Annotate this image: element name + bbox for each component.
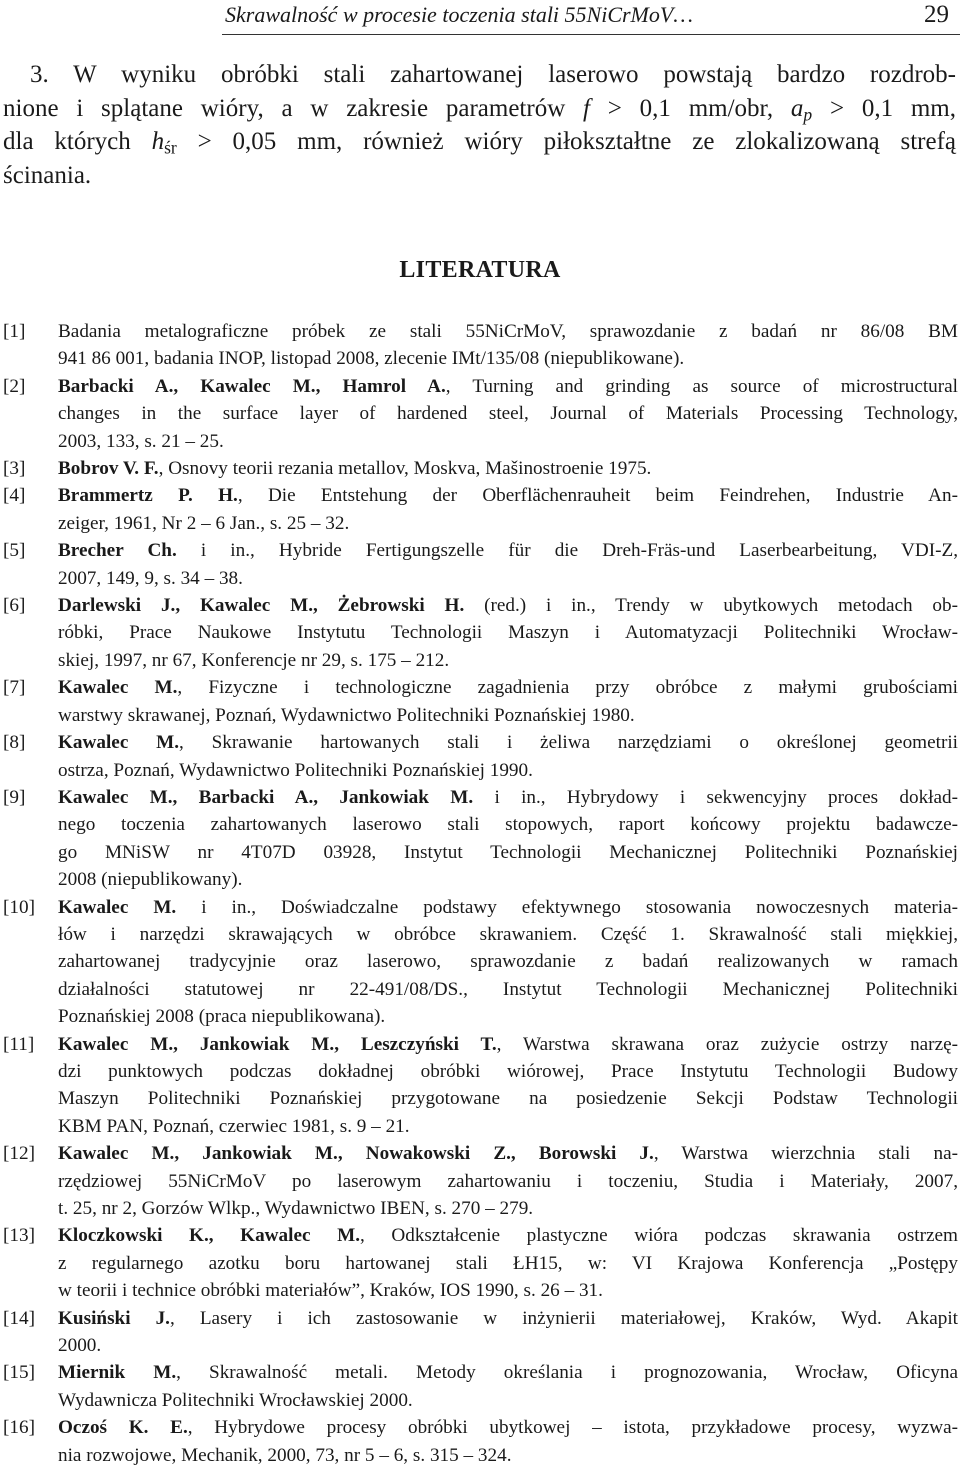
reference-line bbox=[58, 647, 958, 674]
page-number: 29 bbox=[924, 1, 949, 28]
reference-item bbox=[0, 592, 958, 674]
reference-number: [9] bbox=[3, 786, 26, 808]
reference-text: warstwy skrawanej, Poznań, Wydawnictwo Politechniki Poznańskiej 1980. bbox=[58, 704, 635, 726]
reference-line bbox=[58, 1085, 958, 1112]
reference-number: [10] bbox=[3, 896, 35, 918]
reference-text: , Skrawalność metali. Metody określania i prognozowania, Wrocław, Oficyna bbox=[176, 1362, 958, 1384]
reference-line bbox=[58, 894, 958, 921]
reference-text: , Odkształcenie plastyczne wióra podczas skrawania ostrzem bbox=[360, 1225, 958, 1247]
reference-number: [14] bbox=[3, 1307, 35, 1329]
reference-authors: Kawalec M., Jankowiak M., Nowakowski Z., Borowski J. bbox=[58, 1143, 654, 1165]
reference-text: skiej, 1997, nr 67, Konferencje nr 29, s. 175 – 212. bbox=[58, 649, 450, 671]
reference-number: [3] bbox=[3, 458, 26, 480]
reference-text: róbki, Prace Naukowe Instytutu Technologii Maszyn i Automatyzacji Politechniki Wrocław- bbox=[58, 622, 958, 644]
reference-text: rzędziowej 55NiCrMoV po laserowym zahartowaniu i toczeniu, Studia i Materiały, 2007, bbox=[58, 1170, 958, 1192]
reference-item bbox=[0, 537, 958, 592]
reference-line bbox=[58, 565, 958, 592]
reference-text: go MNiSW nr 4T07D 03928, Instytut Technologii Mechanicznej Politechniki Poznańskiej bbox=[58, 841, 958, 863]
reference-authors: Brammertz P. H. bbox=[58, 485, 238, 507]
reference-line bbox=[58, 1003, 958, 1030]
reference-line bbox=[58, 757, 958, 784]
reference-item bbox=[0, 729, 958, 784]
reference-line bbox=[58, 1195, 958, 1222]
reference-line bbox=[58, 811, 958, 838]
reference-line bbox=[58, 1277, 958, 1304]
reference-text: zahartowanej tradycyjnie oraz laserowo, sprawozdanie z badań realizowanych w ramach bbox=[58, 951, 958, 973]
reference-line bbox=[58, 1140, 958, 1167]
reference-text: zeiger, 1961, Nr 2 – 6 Jan., s. 25 – 32. bbox=[58, 512, 350, 534]
reference-authors: Oczoś K. E. bbox=[58, 1417, 188, 1439]
reference-text: t. 25, nr 2, Gorzów Wlkp., Wydawnictwo IBEN, s. 270 – 279. bbox=[58, 1198, 534, 1219]
reference-text: , Turning and grinding as source of microstructural bbox=[445, 375, 959, 397]
running-title: Skrawalność w procesie toczenia stali 55NiCrMoV… bbox=[225, 2, 693, 27]
reference-line bbox=[58, 455, 958, 482]
reference-text: , Osnovy teorii rezania metallov, Moskva, Mašinostroenie 1975. bbox=[158, 458, 652, 480]
reference-authors: Kawalec M. bbox=[58, 732, 180, 754]
reference-authors: Kawalec M., Jankowiak M., Leszczyński T. bbox=[58, 1033, 497, 1055]
reference-number: [4] bbox=[3, 485, 26, 507]
reference-line bbox=[58, 976, 958, 1003]
running-header bbox=[0, 0, 960, 40]
reference-text: nego toczenia zahartowanych laserowo stali stopowych, raport końcowy projektu badawcze- bbox=[58, 814, 958, 836]
reference-line bbox=[58, 1414, 958, 1441]
reference-text: w teorii i technice obróbki materiałów”, Kraków, IOS 1990, s. 26 – 31. bbox=[58, 1280, 603, 1302]
reference-line bbox=[58, 1113, 958, 1140]
reference-line bbox=[58, 510, 958, 537]
reference-number: [13] bbox=[3, 1225, 35, 1247]
reference-line bbox=[58, 866, 958, 893]
reference-text: i in., Doświadczalne podstawy efektywnego stosowania nowoczesnych materia- bbox=[176, 896, 958, 918]
reference-line bbox=[58, 1058, 958, 1085]
reference-text: ostrza, Poznań, Wydawnictwo Politechniki Poznańskiej 1990. bbox=[58, 759, 533, 781]
reference-authors: Brecher Ch. bbox=[58, 540, 177, 562]
reference-number: [7] bbox=[3, 677, 26, 699]
reference-text: łów i narzędzi skrawających w obróbce skrawaniem. Część 1. Skrawalność stali miękkiej, bbox=[58, 923, 958, 945]
reference-line bbox=[58, 1168, 958, 1195]
reference-text: (red.) i in., Trendy w ubytkowych metodach ob- bbox=[464, 595, 958, 617]
reference-authors: Bobrov V. F. bbox=[58, 458, 159, 480]
reference-text: i in., Hybride Fertigungszelle für die Dreh-Fräs-und Laserbearbeitung, VDI-Z, bbox=[176, 540, 958, 562]
reference-number: [11] bbox=[3, 1033, 35, 1055]
reference-number: [6] bbox=[3, 595, 26, 617]
reference-line bbox=[58, 1359, 958, 1386]
reference-text: działalności statutowej nr 22-491/08/DS., Instytut Technologii Mechanicznej Politechniki bbox=[58, 978, 958, 1000]
reference-line bbox=[58, 345, 958, 372]
reference-line bbox=[58, 318, 958, 345]
reference-item bbox=[0, 1359, 958, 1414]
reference-line bbox=[58, 702, 958, 729]
intro-paragraph bbox=[3, 58, 956, 192]
reference-item bbox=[0, 674, 958, 729]
reference-text: z regularnego azotku boru hartowanej stali ŁH15, w: VI Krajowa Konferencja „Postępy bbox=[58, 1252, 958, 1274]
reference-text: Badania metalograficzne próbek ze stali 55NiCrMoV, sprawozdanie z badań nr 86/08 BM bbox=[58, 321, 958, 342]
reference-text: 2008 (niepublikowany). bbox=[58, 869, 243, 891]
reference-line bbox=[58, 1031, 958, 1058]
reference-authors: Miernik M. bbox=[58, 1362, 177, 1384]
reference-line bbox=[58, 921, 958, 948]
reference-text: i in., Hybrydowy i sekwencyjny proces dokład- bbox=[473, 786, 958, 808]
reference-item bbox=[0, 1305, 958, 1360]
reference-line bbox=[58, 619, 958, 646]
intro-line: ścinania. bbox=[3, 161, 92, 189]
reference-text: 941 86 001, badania INOP, listopad 2008, zlecenie IMt/135/08 (niepublikowane). bbox=[58, 348, 685, 370]
reference-item bbox=[0, 1222, 958, 1304]
reference-item bbox=[0, 1140, 958, 1222]
reference-item bbox=[0, 318, 958, 373]
reference-number: [16] bbox=[3, 1417, 35, 1439]
intro-line: 3. W wyniku obróbki stali zahartowanej laserowo powstają bardzo rozdrob- bbox=[30, 61, 956, 88]
reference-number: [12] bbox=[3, 1143, 35, 1165]
reference-item bbox=[0, 482, 958, 537]
reference-line bbox=[58, 400, 958, 427]
reference-line bbox=[58, 674, 958, 701]
reference-line bbox=[58, 948, 958, 975]
reference-number: [5] bbox=[3, 540, 26, 562]
reference-line bbox=[58, 1222, 958, 1249]
reference-text: Poznańskiej 2008 (praca niepublikowana). bbox=[58, 1006, 386, 1028]
intro-line: dla których $h_{śr} > 0,05$ mm, również wióry piłokształtne ze zlokalizowaną strefą bbox=[3, 128, 956, 158]
reference-list bbox=[0, 318, 958, 1469]
reference-line bbox=[58, 1305, 958, 1332]
reference-line bbox=[58, 1442, 958, 1469]
reference-text: , Lasery i ich zastosowanie w inżynierii materiałowej, Kraków, Wyd. Akapit bbox=[169, 1307, 958, 1329]
section-title: LITERATURA bbox=[399, 257, 561, 283]
reference-line bbox=[58, 839, 958, 866]
reference-text: 2000. bbox=[58, 1335, 102, 1357]
reference-text: nia rozwojowe, Mechanik, 2000, 73, nr 5 – 6, s. 315 – 324. bbox=[58, 1444, 512, 1466]
reference-text: changes in the surface layer of hardened steel, Journal of Materials Processing Technology, bbox=[58, 403, 958, 425]
reference-item bbox=[0, 455, 958, 482]
reference-text: Wydawnicza Politechniki Wrocławskiej 2000. bbox=[58, 1389, 413, 1411]
reference-line bbox=[58, 729, 958, 756]
reference-line bbox=[58, 373, 958, 400]
reference-item bbox=[0, 784, 958, 894]
reference-text: Maszyn Politechniki Poznańskiej przygotowane na posiedzenie Sekcji Podstaw Technologii bbox=[58, 1088, 958, 1110]
reference-text: , Warstwa wierzchnia stali na- bbox=[653, 1143, 958, 1165]
reference-text: 2007, 149, 9, s. 34 – 38. bbox=[58, 567, 243, 589]
reference-item bbox=[0, 373, 958, 455]
reference-line bbox=[58, 784, 958, 811]
reference-line bbox=[58, 1250, 958, 1277]
reference-authors: Darlewski J., Kawalec M., Żebrowski H. bbox=[58, 595, 465, 617]
reference-text: , Skrawanie hartowanych stali i żeliwa narzędziami o określonej geometrii bbox=[179, 732, 958, 754]
reference-line bbox=[58, 1387, 958, 1414]
reference-text: , Warstwa skrawana oraz zużycie ostrzy narzę- bbox=[496, 1033, 958, 1055]
reference-line bbox=[58, 482, 958, 509]
reference-authors: Kawalec M. bbox=[58, 896, 177, 918]
reference-authors: Barbacki A., Kawalec M., Hamrol A. bbox=[58, 375, 446, 397]
reference-line bbox=[58, 537, 958, 564]
reference-number: [1] bbox=[3, 321, 26, 342]
header-rule bbox=[222, 34, 960, 35]
reference-text: 2003, 133, s. 21 – 25. bbox=[58, 430, 224, 452]
intro-line: nione i splątane wióry, a w zakresie parametrów f > 0,1 mm/obr, $a_p > 0,1$ mm, bbox=[3, 94, 956, 124]
reference-number: [15] bbox=[3, 1362, 35, 1384]
reference-authors: Kloczkowski K., Kawalec M. bbox=[58, 1225, 360, 1247]
reference-item bbox=[0, 1414, 958, 1469]
reference-text: , Die Entstehung der Oberflächenrauheit beim Feindrehen, Industrie An- bbox=[237, 485, 958, 507]
reference-text: , Fizyczne i technologiczne zagadnienia przy obróbce z małymi grubościami bbox=[177, 677, 958, 699]
reference-item bbox=[0, 894, 958, 1031]
reference-text: KBM PAN, Poznań, czerwiec 1981, s. 9 – 21. bbox=[58, 1115, 410, 1137]
reference-number: [2] bbox=[3, 375, 26, 397]
reference-line bbox=[58, 1332, 958, 1359]
reference-number: [8] bbox=[3, 732, 26, 754]
reference-line bbox=[58, 428, 958, 455]
reference-text: , Hybrydowe procesy obróbki ubytkowej – istota, przykładowe procesy, wyzwa- bbox=[187, 1417, 958, 1439]
reference-authors: Kawalec M., Barbacki A., Jankowiak M. bbox=[58, 786, 474, 808]
reference-authors: Kawalec M. bbox=[58, 677, 178, 699]
reference-text: dzi punktowych podczas dokładnej obróbki wiórowej, Prace Instytutu Technologii Budowy bbox=[58, 1060, 958, 1082]
reference-line bbox=[58, 592, 958, 619]
reference-item bbox=[0, 1031, 958, 1141]
reference-authors: Kusiński J. bbox=[58, 1307, 170, 1329]
